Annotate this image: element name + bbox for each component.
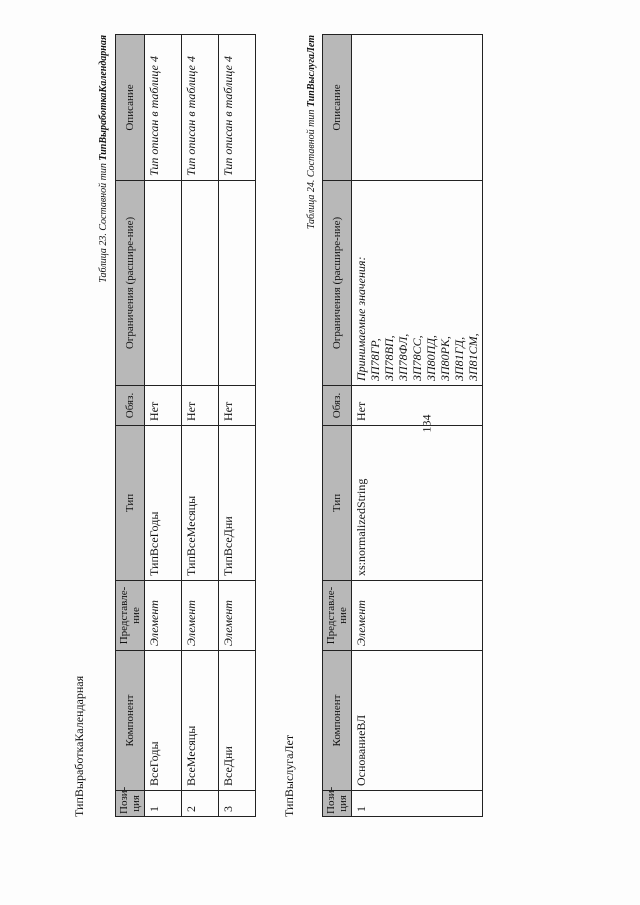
page-number: 134 bbox=[419, 414, 434, 433]
cell-description: Тип описан в таблице 4 bbox=[182, 35, 219, 181]
restriction-value: ЗП78СС, bbox=[410, 335, 424, 381]
header-description: Описание bbox=[116, 35, 145, 181]
cell-description bbox=[352, 35, 483, 181]
cell-component: ОснованиеВЛ bbox=[352, 651, 483, 791]
header-representation: Представле-ние bbox=[116, 581, 145, 651]
header-component: Компонент bbox=[323, 651, 352, 791]
table-23 bbox=[115, 34, 256, 817]
cell-required: Нет bbox=[145, 386, 182, 426]
cell-restrictions bbox=[145, 181, 182, 386]
header-required: Обяз. bbox=[323, 386, 352, 426]
header-restrictions: Ограничения (расшире-ние) bbox=[116, 181, 145, 386]
header-required: Обяз. bbox=[116, 386, 145, 426]
header-description: Описание bbox=[323, 35, 352, 181]
header-type: Тип bbox=[116, 426, 145, 581]
restriction-value: ЗП80РК, bbox=[438, 336, 452, 381]
table-row bbox=[352, 35, 483, 817]
cell-position: 1 bbox=[352, 791, 483, 817]
cell-representation: Элемент bbox=[219, 581, 256, 651]
table-23-caption-prefix: Таблица 23. Составной тип bbox=[98, 160, 109, 283]
table-row bbox=[145, 35, 182, 817]
cell-representation: Элемент bbox=[182, 581, 219, 651]
header-position: Пози-ция bbox=[323, 791, 352, 817]
cell-restrictions bbox=[352, 181, 483, 386]
header-restrictions: Ограничения (расшире-ние) bbox=[323, 181, 352, 386]
restriction-value: ЗП78ФЛ, bbox=[396, 333, 410, 381]
cell-required: Нет bbox=[182, 386, 219, 426]
table-23-caption bbox=[98, 35, 109, 345]
cell-representation: Элемент bbox=[352, 581, 483, 651]
cell-type: xs:normalizedString bbox=[352, 426, 483, 581]
table-23-header-row bbox=[116, 35, 145, 817]
cell-type: ТипВсеМесяцы bbox=[182, 426, 219, 581]
table-24-header-row bbox=[323, 35, 352, 817]
cell-type: ТипВсеГоды bbox=[145, 426, 182, 581]
header-representation: Представле-ние bbox=[323, 581, 352, 651]
cell-type: ТипВсеДни bbox=[219, 426, 256, 581]
cell-description: Тип описан в таблице 4 bbox=[219, 35, 256, 181]
cell-required: Нет bbox=[219, 386, 256, 426]
restriction-value: ЗП81СМ, bbox=[466, 333, 480, 381]
cell-representation: Элемент bbox=[145, 581, 182, 651]
cell-component: ВсеМесяцы bbox=[182, 651, 219, 791]
section-title-2: ТипВыслугаЛет bbox=[282, 734, 296, 817]
table-24-caption-prefix: Таблица 24. Составной тип bbox=[306, 107, 317, 230]
header-position: Пози-ция bbox=[116, 791, 145, 817]
cell-restrictions bbox=[182, 181, 219, 386]
cell-required: Нет bbox=[352, 386, 483, 426]
cell-position: 1 bbox=[145, 791, 182, 817]
cell-restrictions bbox=[219, 181, 256, 386]
table-24-caption-name: ТипВыслугаЛет bbox=[306, 35, 317, 108]
cell-description: Тип описан в таблице 4 bbox=[145, 35, 182, 181]
table-row bbox=[182, 35, 219, 817]
table-24-caption bbox=[306, 35, 317, 345]
table-23-caption-name: ТипВыработкаКалендарная bbox=[98, 35, 109, 161]
restriction-value: ЗП81ГД, bbox=[452, 336, 466, 381]
cell-position: 2 bbox=[182, 791, 219, 817]
cell-component: ВсеДни bbox=[219, 651, 256, 791]
restriction-value: ЗП78ВП, bbox=[382, 335, 396, 381]
cell-component: ВсеГоды bbox=[145, 651, 182, 791]
table-row bbox=[219, 35, 256, 817]
cell-position: 3 bbox=[219, 791, 256, 817]
section-title-1: ТипВыработкаКалендарная bbox=[72, 675, 86, 817]
restrictions-title: Принимаемые значения: bbox=[354, 256, 368, 381]
header-type: Тип bbox=[323, 426, 352, 581]
restriction-value: ЗП80ПД, bbox=[424, 335, 438, 381]
table-24 bbox=[322, 34, 483, 817]
header-component: Компонент bbox=[116, 651, 145, 791]
restriction-value: ЗП78ГР, bbox=[368, 338, 382, 381]
